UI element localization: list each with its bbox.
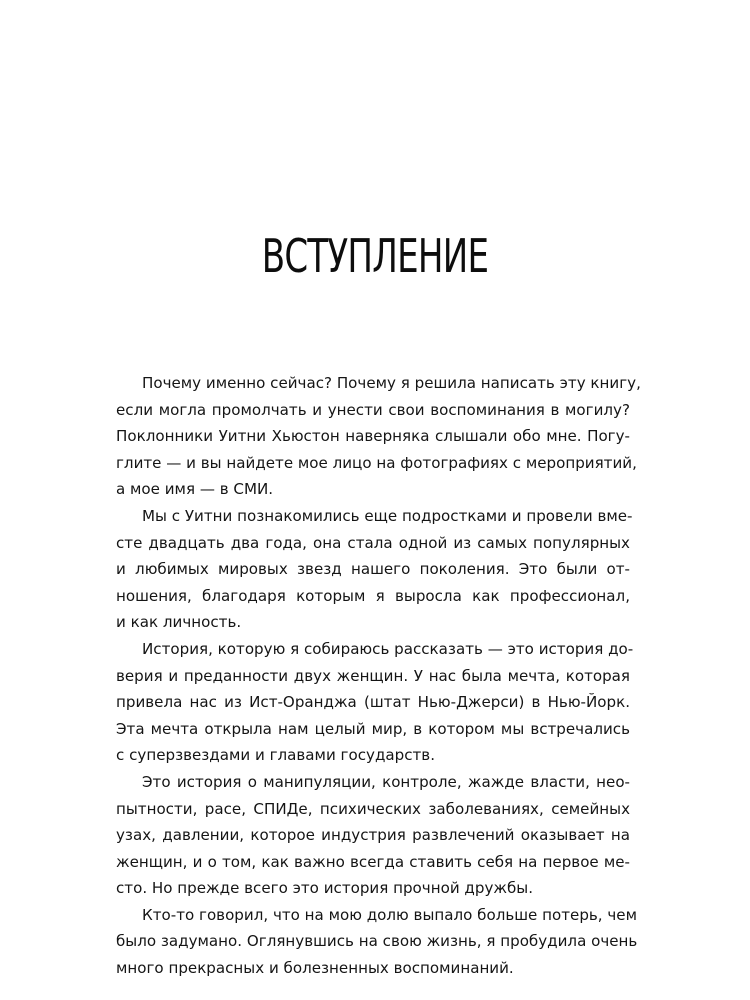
text-line: сто. Но прежде всего это история прочной дружбы. [116,879,533,898]
text-line: много прекрасных и болезненных воспоминаний. [116,959,514,978]
paragraph-2 [116,503,633,636]
text-line: Эта мечта открыла нам целый мир, в котором мы встречались [116,719,630,738]
paragraph-3 [116,636,634,769]
text-line: пытности, расе, СПИДе, психических заболеваниях, семейных [116,799,630,818]
text-line: ношения, благодаря которым я выросла как профессионал, [116,586,630,605]
paragraph-4 [116,769,630,902]
text-line: глите — и вы найдете мое лицо на фотографиях с мероприятий, [116,453,637,472]
text-line: было задумано. Оглянувшись на свою жизнь, я пробудила очень [116,932,638,951]
text-line: женщин, и о том, как важно всегда ставить себя на первое ме- [116,852,630,871]
text-line: Поклонники Уитни Хьюстон наверняка слышали обо мне. Погу- [116,427,630,446]
text-line: и любимых мировых звезд нашего поколения. Это были от- [116,560,630,579]
text-line: Почему именно сейчас? Почему я решила написать эту книгу, [142,374,641,392]
text-line: История, которую я собираюсь рассказать — это история до- [142,639,634,658]
chapter-body [116,370,641,982]
text-line: сте двадцать два года, она стала одной из самых популярных [116,533,630,552]
text-line: и как личность. [116,613,242,632]
text-line: если могла промолчать и унести свои воспоминания в могилу? [116,400,630,419]
paragraph-5 [116,902,638,982]
chapter-title: ВСТУПЛЕНИЕ [261,229,489,283]
text-line: верия и преданности двух женщин. У нас была мечта, которая [116,666,630,685]
text-line: Кто-то говорил, что на мою долю выпало больше потерь, чем [142,905,637,924]
text-line: привела нас из Ист-Оранджа (штат Нью-Джерси) в Нью-Йорк. [116,693,630,712]
text-line: Мы с Уитни познакомились еще подростками и провели вме- [142,506,633,525]
text-line: узах, давлении, которое индустрия развлечений оказывает на [116,826,630,845]
paragraph-1 [116,370,641,503]
text-line: а мое имя — в СМИ. [116,480,274,499]
text-line: с суперзвездами и главами государств. [116,746,435,765]
text-line: Это история о манипуляции, контроле, жажде власти, нео- [142,772,630,791]
